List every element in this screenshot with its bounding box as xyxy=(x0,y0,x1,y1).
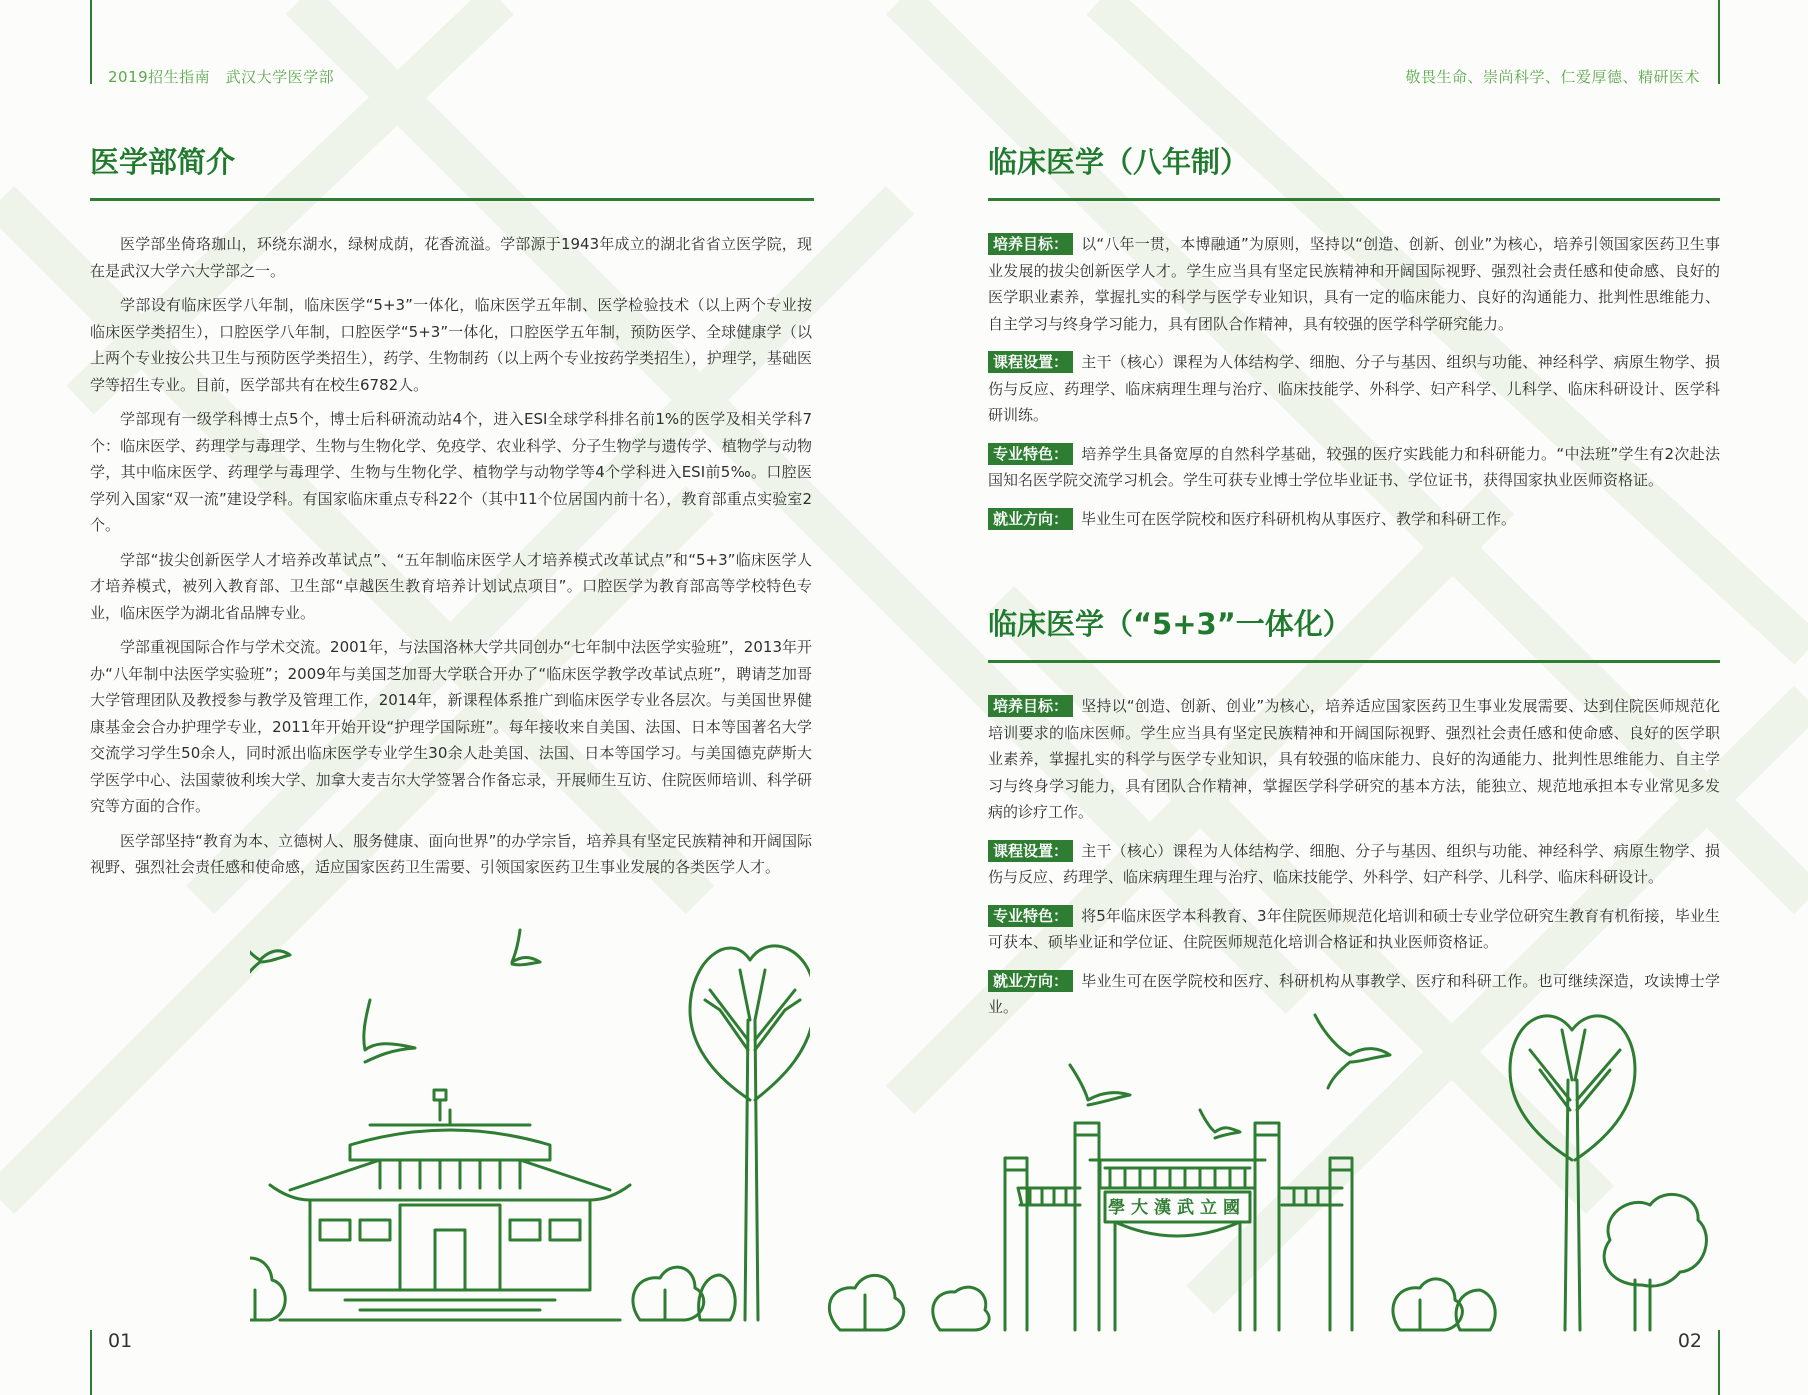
program-item-career: 就业方向： 毕业生可在医学院校和医疗科研机构从事医疗、教学和科研工作。 xyxy=(988,506,1720,533)
intro-paragraph: 学部重视国际合作与学术交流。2001年，与法国洛林大学共同创办“七年制中法医学实验班”，2013年开办“八年制中法医学实验班”；2009年与美国芝加哥大学联合开办了“临床医学教学改革试点班”，聘请芝加哥大学管理团队及教授参与教学及管理工作，2014年，新课程体系推广到临床医学专业各层次。与美国世界健康基金会合办护理学专业，2011年开始开设“护理学国际班”。每年接收来自美国、法国、日本等国著名大学交流学习学生50余人，同时派出临床医学专业学生30余人赴美国、法国、日本等国学习。与美国德克萨斯大学医学中心、法国蒙彼利埃大学、加拿大麦吉尔大学签署合作备忘录，开展师生互访、住院医师培训、科学研究等方面的合作。 xyxy=(90,638,812,815)
header-right: 敬畏生命、崇尚科学、仁爱厚德、精研医术 xyxy=(1405,68,1700,86)
label-career-tag: 就业方向： xyxy=(988,508,1073,530)
gate-icon xyxy=(1005,1123,1099,1330)
program-title: 临床医学（八年制） xyxy=(988,145,1250,179)
intro-paragraph: 医学部坐倚珞珈山，环绕东湖水，绿树成荫，花香流溢。学部源于1943年成立的湖北省省立医学院，现在是武汉大学六大学部之一。 xyxy=(90,235,812,280)
header-left: 2019招生指南 武汉大学医学部 xyxy=(108,68,335,86)
label-courses-tag: 课程设置： xyxy=(988,351,1073,373)
bird-icon xyxy=(1070,1065,1130,1105)
program-item-features: 专业特色： 将5年临床医学本科教育、3年住院医师规范化培训和硕士专业学位研究生教育有机衔接，毕业生可获本、硕毕业证和学位证、住院医师规范化培训合格证和执业医师资格证。 xyxy=(988,906,1720,951)
left-frame-line-top xyxy=(90,0,92,84)
program-title: 临床医学（“5+3”一体化） xyxy=(988,607,1352,641)
bird-icon xyxy=(1200,1110,1240,1138)
pavilion-icon xyxy=(270,1090,630,1320)
program-title-rule xyxy=(988,198,1720,201)
tree-icon xyxy=(1510,1016,1635,1330)
bird-icon xyxy=(512,930,540,965)
right-illustration xyxy=(820,1010,1720,1340)
right-frame-line-top xyxy=(1718,0,1720,84)
program-item-goal: 培养目标： 以“八年一贯，本博融通”为原则，坚持以“创造、创新、创业”为核心，培养引领国家医药卫生事业发展的拔尖创新医学人才。学生应当具有坚定民族精神和开阔国际视野、强烈社会责任感和使命感、良好的医学职业素养，掌握扎实的科学与医学专业知识，具有一定的临床能力、良好的沟通能力、批判性思维能力、自主学习与终身学习能力，具有团队合作精神，具有较强的医学科学研究能力。 xyxy=(988,235,1720,333)
gate-icon xyxy=(1255,1123,1352,1330)
label-goal-tag: 培养目标： xyxy=(988,233,1073,255)
left-frame-line-bottom xyxy=(90,1330,92,1395)
program-item-courses: 课程设置： 主干（核心）课程为人体结构学、细胞、分子与基因、组织与功能、神经科学、病原生物学、损伤与反应、药理学、临床病理生理与治疗、临床技能学、外科学、妇产科学、儿科学、临床科研设计、医学科研训练。 xyxy=(988,353,1720,424)
label-features-tag: 专业特色： xyxy=(988,443,1073,465)
bird-icon xyxy=(364,1000,415,1062)
program-item-features: 专业特色： 培养学生具备宽厚的自然科学基础，较强的医疗实践能力和科研能力。“中法班”学生有2次赴法国知名医学院交流学习机会。学生可获专业博士学位毕业证书、学位证书，获得国家执业医师资格证。 xyxy=(988,444,1720,489)
intro-paragraph: 学部“拔尖创新医学人才培养改革试点”、“五年制临床医学人才培养模式改革试点”和“5+3”临床医学人才培养模式，被列入教育部、卫生部“卓越医生教育培养计划试点项目”。口腔医学为教育部高等学校特色专业，临床医学为湖北省品牌专业。 xyxy=(90,550,812,622)
program-section-eight-year xyxy=(988,140,1720,544)
tree-icon xyxy=(1604,1194,1706,1330)
program-item-career: 就业方向： 毕业生可在医学院校和医疗、科研机构从事教学、医疗和科研工作。也可继续深造，攻读博士学业。 xyxy=(988,971,1720,1016)
label-courses-tag: 课程设置： xyxy=(988,840,1073,862)
bird-icon xyxy=(250,920,290,992)
page-number-left: 01 xyxy=(108,1330,133,1352)
program-title-rule xyxy=(988,660,1720,663)
program-item-goal: 培养目标： 坚持以“创造、创新、创业”为核心，培养适应国家医药卫生事业发展需要、达到住院医师规范化培训要求的临床医师。学生应当具有坚定民族精神和开阔国际视野、强烈社会责任感和使命感、良好的医学职业素养，掌握扎实的科学与医学专业知识，具有较强的临床能力、良好的沟通能力、批判性思维能力、自主学习与终身学习能力，具有团队合作精神，掌握医学科学研究的基本方法，能独立、规范地承担本专业常见多发病的诊疗工作。 xyxy=(988,697,1720,821)
shrub-icon xyxy=(829,1275,989,1330)
shrub-icon xyxy=(1393,1279,1495,1330)
intro-title-rule xyxy=(90,198,814,201)
label-career-tag: 就业方向： xyxy=(988,970,1073,992)
right-frame-line-bottom xyxy=(1718,1330,1720,1395)
program-section-5plus3 xyxy=(988,602,1720,1033)
label-features-tag: 专业特色： xyxy=(988,905,1073,927)
left-illustration xyxy=(250,900,810,1340)
program-item-courses: 课程设置： 主干（核心）课程为人体结构学、细胞、分子与基因、组织与功能、神经科学、病原生物学、损伤与反应、药理学、临床病理生理与治疗、临床技能学、外科学、妇产科学、儿科学、临床科研设计。 xyxy=(988,841,1720,886)
intro-title: 医学部简介 xyxy=(90,145,236,179)
page-number-right: 02 xyxy=(1677,1330,1702,1352)
intro-paragraph: 学部现有一级学科博士点5个，博士后科研流动站4个，进入ESI全球学科排名前1%的医学及相关学科7个：临床医学、药理学与毒理学、生物与生物化学、免疫学、农业科学、分子生物学与遗传学、植物学与动物学，其中临床医学、药理学与毒理学、生物与生物化学、植物学与动物学等4个学科进入ESI前5‰。口腔医学列入国家“双一流”建设学科。有国家临床重点专科22个（其中11个位居国内前十名），教育部重点实验室2个。 xyxy=(90,410,812,534)
label-goal-tag: 培养目标： xyxy=(988,695,1073,717)
gate-sign: 學大漢武立國 xyxy=(1108,1198,1246,1218)
intro-section xyxy=(90,140,812,889)
intro-paragraph: 医学部坚持“教育为本、立德树人、服务健康、面向世界”的办学宗旨，培养具有坚定民族精神和开阔国际视野、强烈社会责任感和使命感，适应国家医药卫生需要、引领国家医药卫生事业发展的各类医学人才。 xyxy=(90,831,812,876)
tree-icon xyxy=(690,946,810,1320)
intro-paragraph: 学部设有临床医学八年制，临床医学“5+3”一体化，临床医学五年制、医学检验技术（以上两个专业按临床医学类招生），口腔医学八年制，口腔医学“5+3”一体化，口腔医学五年制，预防医学、全球健康学（以上两个专业按公共卫生与预防医学类招生），药学、生物制药（以上两个专业按药学类招生），护理学，基础医学等招生专业。目前，医学部共有在校生6782人。 xyxy=(90,296,812,394)
